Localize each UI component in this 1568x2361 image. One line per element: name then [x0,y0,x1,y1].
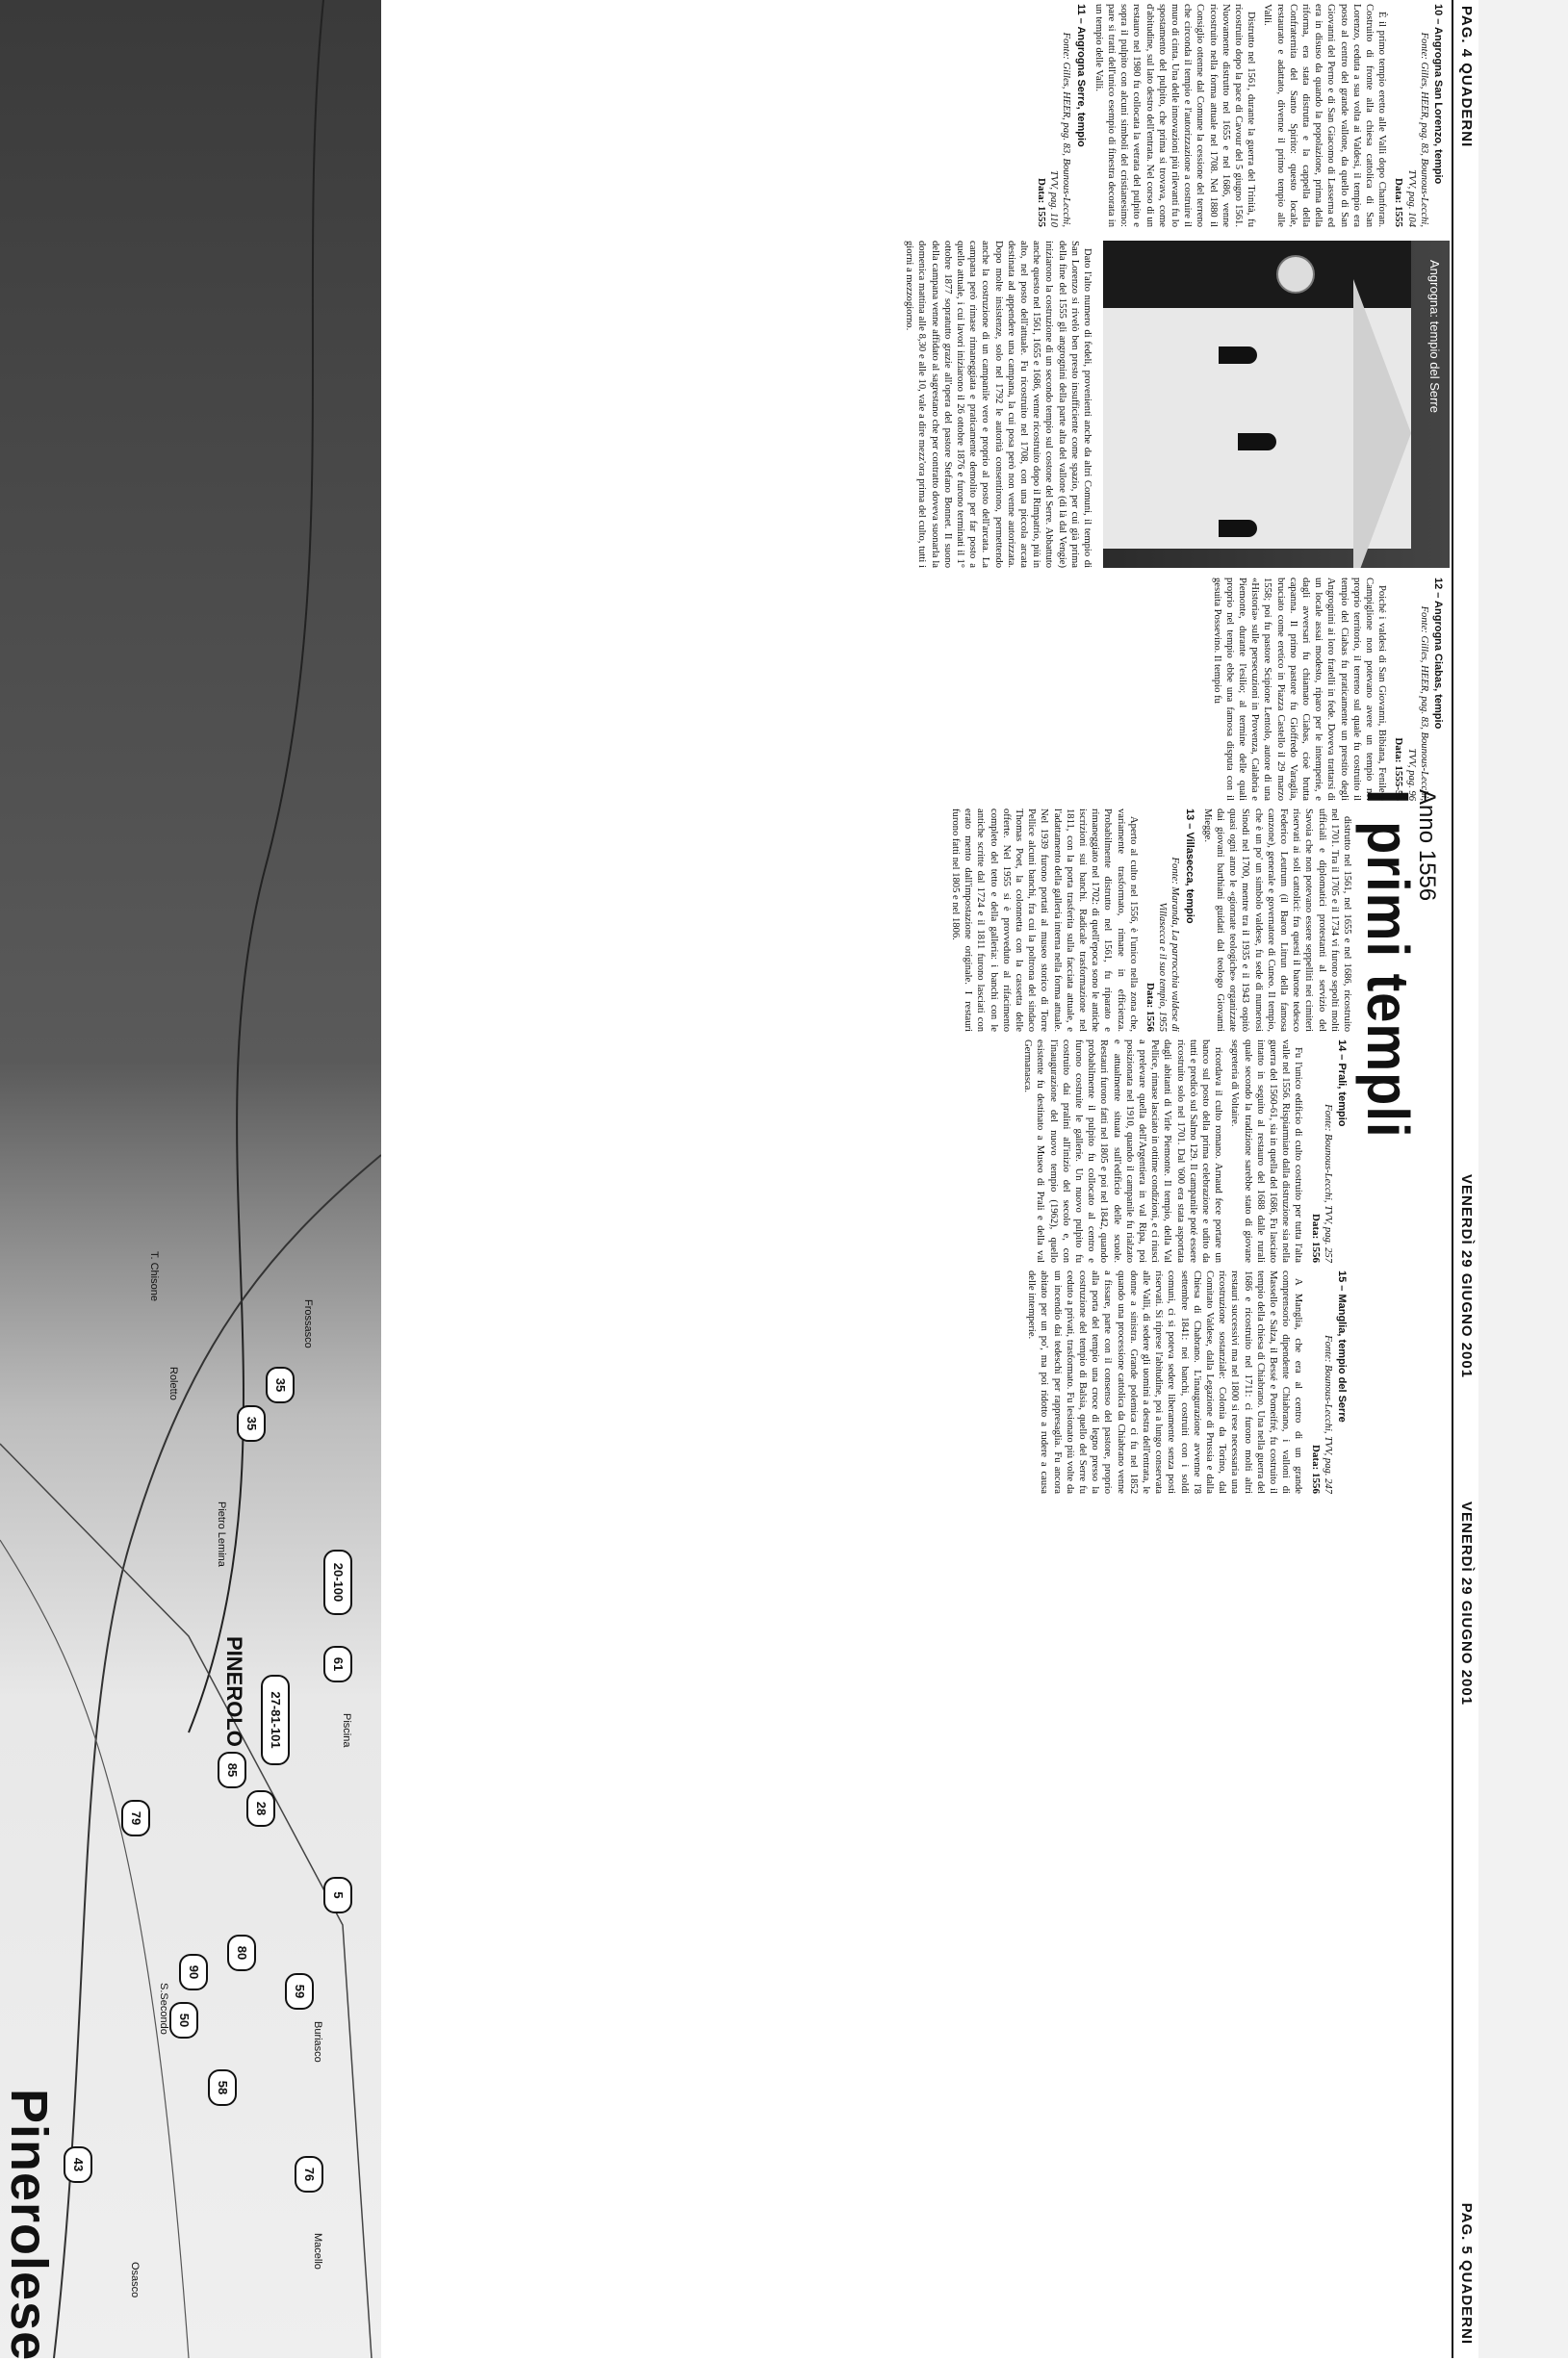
article-paragraph: ricordava il culto romano. Arnaud fece portare un banco sul posto della prima celebrazione e udito da tutti e predicò sul Salmo 129. Il campanile poté essere ricostruito solo nel 1701. Dal '600 era stata asportata dagli abitanti di Virle Piemonte. Il tempio, della Val Pellice, rimase lasciato in ottime condizioni, e ci riuscì a prelevare quella dell'Argentiera in val Ripa, poi posizionata nel 1910, quando il campanile fu rialzato e attualmente situata sull'edificio delle scuole. Restauri furono fatti nel 1805 e poi nel 1842, quando probabilmente il pulpito fu collocato al centro e furono costruite le gallerie. Un nuovo pulpito fu costruito dai pralini all'inizio del secolo e, con l'inaugurazione del nuovo tempio (1962), quello esistente fu destinato a Museo di Prali e della val Germanasca. [1022,1039,1224,1263]
clock-face [1276,255,1315,294]
place-label: Piscina [341,1713,352,1748]
area-map [0,0,381,2358]
map-marker: 50 [169,2002,198,2039]
article-paragraph: Poiché i valdesi di San Giovanni, Bibiana, Fenile e Campiglione non potevano avere un tempio nel proprio territorio, il terreno sul quale fu costruito il tempio del Ciabas fu praticamente un prestito degli Angrognini ai loro fratelli in fede. Doveva trattarsi di un locale assai modesto, riparo per le intemperie, e dagli avversari fu chiamato Ciabas, cioè brutta capanna. Il primo pastore fu Gioffredo Varaglia, bruciato come eretico in Piazza Castello il 29 marzo 1558; poi fu pastore Scipione Lentolo, autore di una «Historia» sulle persecuzioni in Provenza, Calabria e Piemonte, durante l'esilio; al termine delle quali proprio nel tempio ebbe una famosa disputa con il gesuita Possevino. Il tempio fu [1211,577,1388,801]
arched-window [1219,520,1257,537]
city-label: PINEROLO [222,1636,246,1747]
article-paragraph: È il primo tempio eretto alle Valli dopo Chanforan. Costruito di fronte alla chiesa cattolica di San Lorenzo, ceduta a sua volta ai Valdesi, il tempio era posto al centro del grande vallone, da quello di San Giovanni del Perno e di San Giacomo di Lasserna ed era in disuso da quando la popolazione, prima della riforma, era stata distrutta e la cappella della Confraternita del Santo Spirito: questo locale, restaurato e adattato, divenne il primo tempio alle Valli. [1262,4,1388,227]
article-heading: 10 – Angrogna San Lorenzo, tempio [1432,4,1444,185]
article-heading: 11 – Angrogna Serre, tempio [1074,4,1087,147]
article-date: Data: 1556 [1144,982,1156,1032]
column-5 [391,1039,1353,1263]
article-source: Fonte: Gilles, HEER, pag. 83, Bounous-Lecchi, TVV, pag. 110 [1048,32,1072,227]
region-title: Pinerolese [0,2089,58,2361]
article-source: Fonte: Maranda, La parrocchia valdese di Villasecca e il suo tempio, 1955 [1157,857,1181,1032]
article-paragraph: Distrutto nel 1561, durante la guerra del Trinità, fu ricostruito dopo la pace di Cavour del 5 giugno 1561. Nuovamente distrutto nel 1655 e nel 1686, venne ricostruito nella forma attuale nel 1708. Nel 1880 il Consiglio ottenne dal Comune la cessione del terreno che circonda il tempio e l'autorizzazione a costruire il muro di cinta. Una delle innovazioni più rilevanti fu lo spostamento del pulpito, che prima si trovava, come d'abitudine, sul lato destro dell'entrata. Nel corso di un restauro nel 1980 fu collocata la vetrata del pulpito e sopra il pulpito con alcuni simboli del cristianesimo: pare si tratti dell'unico esempio di finestra decorata in un tempio delle Valli. [1092,4,1257,227]
map-marker: 61 [323,1646,352,1682]
article-date: Data: 1556 [1309,1213,1322,1263]
map-marker: 58 [208,2069,237,2106]
header-left: PAG. 4 QUADERNI [1458,6,1475,148]
map-marker: 20-100 [323,1550,352,1615]
column-3 [391,577,1450,801]
article-paragraph: A Manglia, che era al centro di un grande comprensorio dipendente Chiabrano, i valloni di Massello e Salza, il Bessé e Pomeifré, fu costruito il tempio della chiesa di Chiabrano. Una nella guerra del 1686 e ricostruito nel 1711: ci furono molti altri restauri successivi ma nel 1800 si rese necessaria una ricostruzione sostanziale: Colonia da Torino, dal Comitato Valdese, dalla Legazione di Prussia e dalla Chiesa di Chabrano. L'inaugurazione avvenne l'8 settembre 1841: nei banchi, costruiti con i soldi comuni, ci si poteva sedere liberamente senza posti riservati. Si riprese l'abitudine, poi a lungo conservata alle Valli, di sedere gli uomini a destra dell'entrata, le donne a sinistra. Grande polemica ci fu nel 1852 quando una processione cattolica da Chiabrano venne a fissare, parte con il consenso del pastore, proprio alla porta del tempio una croce di legno presso la costruzione del tempio di Balsia, quello del Serre fu ceduto a privati, trasformato. Fu lesionato più volte da un incendio dai tedeschi per rappresaglia. Fu ancora abitato per un po', ma poi ridotto a rudere a causa delle intemperie. [1026,1270,1304,1494]
article-date: Data: 1555-56 [1393,737,1405,801]
article-source: Fonte: Bounous-Lecchi, TVV, pag. 247 [1322,1335,1333,1494]
column-6 [391,1270,1353,1494]
title-year: Anno 1556 [1414,789,1440,902]
article-heading: 14 – Prali, tempio [1336,1039,1348,1127]
arched-window [1238,433,1276,450]
article-paragraph: Fu l'unico edificio di culto costruito per tutta l'alta valle nel 1556. Rispiarmiato dalla distruzione sia nella guerra del 1560-61, sia in quella del 1686, Fu lasciato intatto in seguito al restauro del 1688 dalle rurali quale secondo la tradizione sarebbe stato di giovane segreteria di Voltaire. [1229,1039,1304,1263]
article-paragraph: Dato l'alto numero di fedeli, provenienti anche da altri Comuni, il tempio di San Lorenzo si rivelò ben presto insufficiente come spazio, per cui già prima della fine del 1555 gli angrognini della parte alta del vallone (di là dal Vengie) iniziarono la costruzione di un secondo tempio sul costone del Serre. Abbattuto anche questo nel 1561, 1655 e 1686, venne ricostruito dopo il Rimpatrio, più in alto, nel posto dell'attuale. Fu ricostruito nel 1708, con una piccola arcata destinata ad appendere una campana, la cui posa però non venne autorizzata. Dopo molte insistenze, solo nel 1792 le autorità consentirono, permettendo anche la costruzione di un campanile vero e proprio al posto dell'arcata. La campana però rimase rimaneggiata e praticamente demolito per far posto a quello attuale, i cui lavori iniziarono il 26 ottobre 1876 e furono terminati il 1° ottobre 1877 sopratutto grazie all'opera del pastore Stefano Bonnet. Il suono della campana venne affidato al sagrestano che per contratto doveva suonarla la domenica mattina alle 8,30 e alle 10, vale a dire mezz'ora prima del culto, tutti i giorni a mezzogiorno. [904,241,1092,568]
place-label: Osasco [129,2262,141,2298]
map-marker: 59 [285,1973,314,2010]
header-date-right: VENERDÌ 29 GIUGNO 2001 [1458,1501,1475,1707]
church-gable [1353,279,1411,568]
map-marker: 90 [179,1954,208,1990]
map-marker: 80 [227,1935,256,1971]
map-marker: 35 [266,1367,295,1403]
header-date-left: VENERDÌ 29 GIUGNO 2001 [1458,1174,1475,1379]
article-date: Data: 1555 [1035,177,1047,227]
map-marker: 27-81-101 [261,1675,290,1765]
article-date: Data: 1556 [1309,1444,1322,1494]
column-4 [391,808,1353,1032]
place-label: Macello [312,2233,323,2270]
place-label: Buriasco [312,2021,323,2063]
page-margin [1478,0,1568,2358]
church-photo [1103,241,1450,568]
column-2 [391,241,1093,568]
map-marker: 35 [237,1405,266,1442]
map-marker: 5 [323,1877,352,1913]
map-marker: 28 [246,1790,275,1827]
place-label: Frossasco [302,1299,314,1348]
page-header [1452,0,1478,2358]
place-label: S.Secondo [158,1983,169,2035]
map-marker: 76 [295,2156,323,2193]
article-source: Fonte: Gilles, HEER, pag. 83, Bounous-Lecchi, TVV, pag. 96 [1405,605,1429,801]
header-right: PAG. 5 QUADERNI [1458,2202,1475,2345]
arched-window [1219,346,1257,364]
article-paragraph: distrutto nel 1561, nel 1655 e nel 1686, ricostruito nel 1701. Tra il 1705 e il 1734 vi furono sepolti molti ufficiali e diplomatici protestanti al servizio del Savoia che non potevano essere seppelliti nei cimiteri riservati ai soli cattolici: fra questi il barone tedesco Federico Leutrum (il Baron Litrun della famosa canzone), generale e governatore di Cuneo. Il tempio, che è un po' un simbolo valdese, fu sede di numerosi Sinodi nel 1700, mentre tra il 1935 e il 1943 ospitò quasi ogni anno le «giornate teologiche» organizzate dai giovani barthiani guidati dal teologo Giovanni Miegge. [1201,808,1352,1032]
column-1 [391,4,1450,227]
photo-caption: Angrogna: tempio del Serre [1427,260,1442,413]
article-heading: 12 – Angrogna Ciabas, tempio [1432,577,1444,730]
article-source: Fonte: Gilles, HEER, pag. 83, Bounous-Lecchi, TVV, pag. 104 [1405,32,1429,227]
place-label: Roletto [167,1367,179,1400]
article-source: Fonte: Bounous-Lecchi, TVV, pag. 257 [1322,1104,1333,1263]
place-label: Pietro Lemina [216,1501,227,1567]
river-label: T. Chisone [148,1251,160,1301]
map-marker: 85 [218,1752,246,1788]
article-heading: 15 – Manglia, tempio del Serre [1336,1270,1348,1423]
article-heading: 13 – Villasecca, tempio [1183,808,1195,924]
page-title: I primi templi [1354,789,1422,1139]
map-marker: 43 [64,2146,92,2183]
map-marker: 79 [121,1800,150,1836]
article-date: Data: 1555 [1393,177,1405,227]
article-paragraph: Aperto al culto nel 1556, è l'unico nella zona che, variamente trasformato, rimane in efficienza. Probabilmente distrutto nel 1561, fu riparato e rimaneggiato nel 1702: di quell'epoca sono le antiche iscrizioni sui banchi. Radicale trasformazione nel 1811, con la porta trasferita sulla facciata attuale, e l'adattamento della galleria interna nella forma attuale. Nel 1939 furono portati al museo storico di Torre Pellice alcuni banchi, fra cui la poltrona del sindaco Thomas Poet, la colonnetta con la cassetta delle offerte. Nel 1955 si è provveduto al rifacimento completo del tetto e della galleria: i banchi con le antiche scritte dal 1724 e il 1811 furono lasciati con erato mento dall'impostazione originale. I restauri furono fatti nel 1805 e nel 1806. [949,808,1139,1032]
